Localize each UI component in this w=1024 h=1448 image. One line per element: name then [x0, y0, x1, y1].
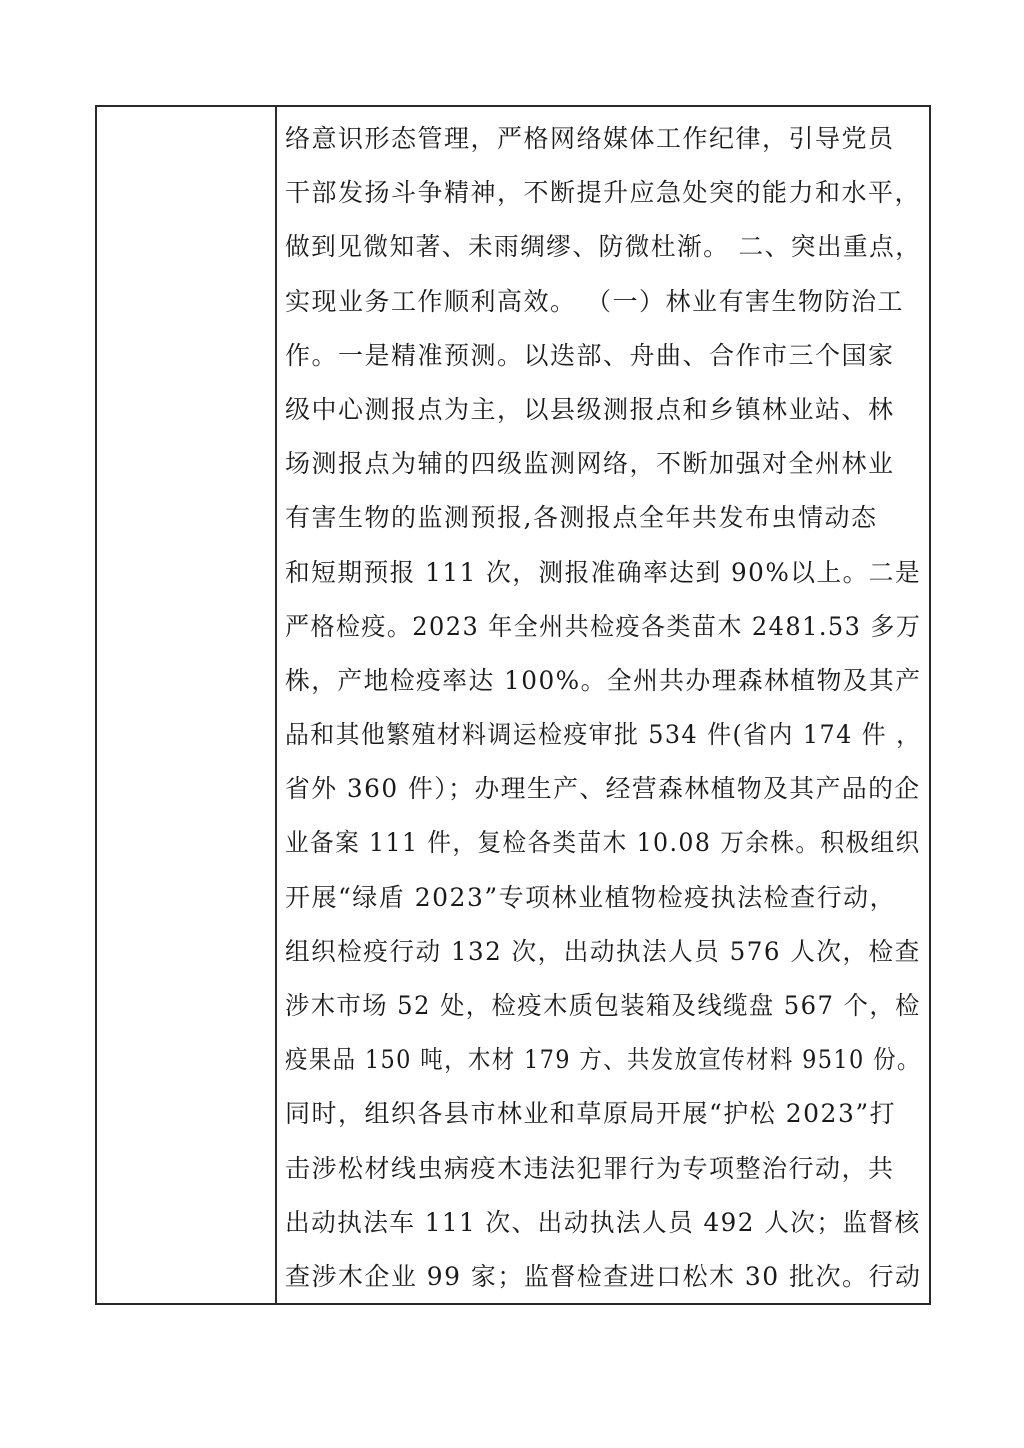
text-line: 株，产地检疫率达 100%。全州共办理森林植物及其产 — [285, 665, 922, 695]
column-divider — [275, 105, 277, 1305]
left-empty-cell — [97, 107, 275, 1303]
text-line: 涉木市场 52 处，检疫木质包装箱及线缆盘 567 个，检 — [285, 991, 921, 1020]
text-line: 络意识形态管理，严格网络媒体工作纪律，引导党员 — [285, 124, 895, 153]
text-line: 省外 360 件）；办理生产、经营森林植物及其产品的企 — [285, 774, 921, 804]
text-line: 同时，组织各县市林业和草原局开展“护松 2023”打 — [285, 1099, 897, 1129]
text-line: 干部发扬斗争精神，不断提升应急处突的能力和水平， — [285, 178, 922, 208]
text-line: 级中心测报点为主，以县级测报点和乡镇林业站、林 — [285, 394, 895, 424]
text-line: 疫果品 150 吨，木材 179 方、共发放宣传材料 9510 份。 — [285, 1045, 921, 1075]
text-line: 场测报点为辅的四级监测网络，不断加强对全州林业 — [285, 449, 895, 479]
text-line: 品和其他繁殖材料调运检疫审批 534 件(省内 174 件 ， — [285, 720, 922, 750]
text-line: 做到见微知著、未雨绸缪、防微杜渐。 二、突出重点， — [285, 232, 922, 262]
text-line: 实现业务工作顺利高效。 （一）林业有害生物防治工 — [285, 286, 904, 316]
text-line: 作。一是精准预测。以迭部、舟曲、合作市三个国家 — [285, 340, 895, 370]
text-line: 和短期预报 111 次，测报准确率达到 90%以上。二是 — [285, 557, 922, 587]
body-text-cell — [285, 112, 921, 1304]
text-line: 业备案 111 件，复检各类苗木 10.08 万余株。积极组织 — [285, 828, 921, 858]
text-line: 有害生物的监测预报,各测报点全年共发布虫情动态 — [285, 503, 878, 533]
text-line: 出动执法车 111 次、出动执法人员 492 人次；监督核 — [285, 1207, 921, 1237]
text-line: 开展“绿盾 2023”专项林业植物检疫执法检查行动， — [285, 882, 897, 912]
text-line: 组织检疫行动 132 次，出动执法人员 576 人次，检查 — [285, 936, 921, 966]
text-line: 严格检疫。2023 年全州共检疫各类苗木 2481.53 多万 — [285, 611, 922, 641]
text-line: 查涉木企业 99 家；监督检查进口松木 30 批次。行动 — [285, 1261, 922, 1291]
text-line: 击涉松材线虫病疫木违法犯罪行为专项整治行动，共 — [285, 1153, 895, 1183]
